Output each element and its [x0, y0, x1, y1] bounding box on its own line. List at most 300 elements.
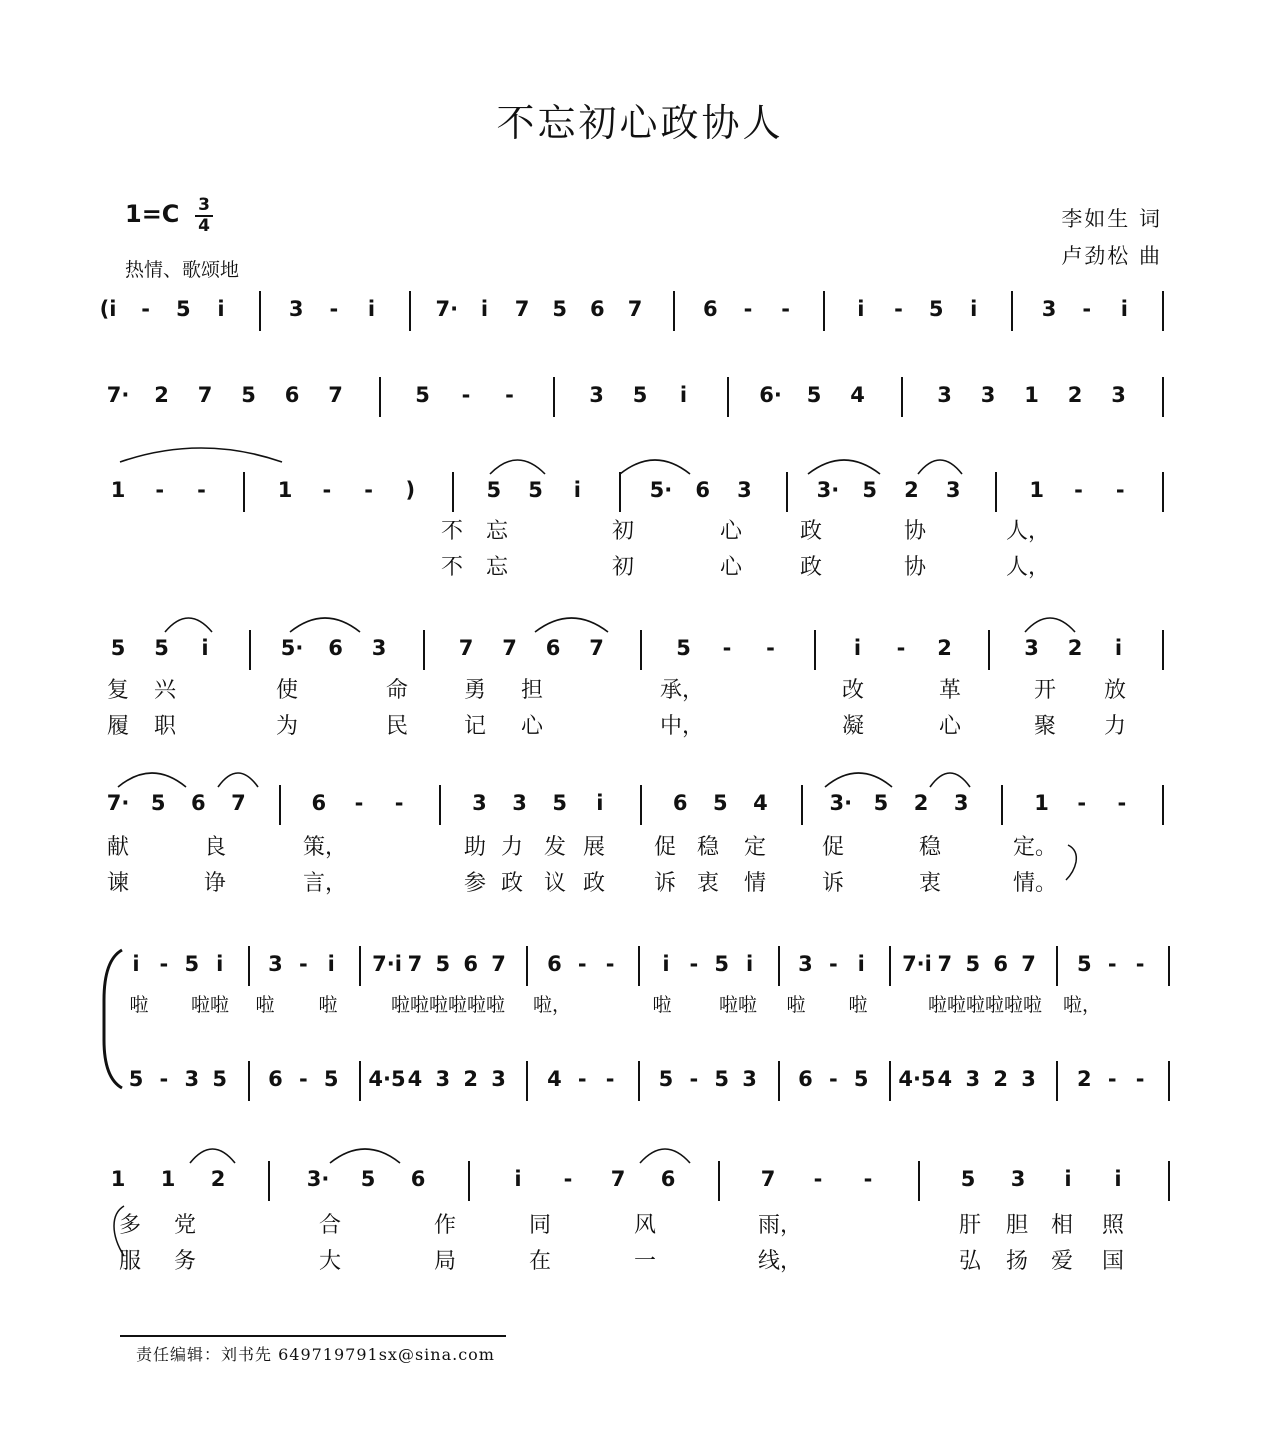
chorus-upper-note: - [605, 952, 615, 976]
melody-line-7-note: 3· [306, 1167, 330, 1191]
chorus-lower-note: 3 [1021, 1067, 1036, 1091]
melody-line-7-note: 7 [760, 1167, 776, 1191]
chorus-upper-note: i [857, 952, 865, 976]
intro-line-2-note: - [461, 383, 471, 407]
melody-line-3-note: 3· [816, 478, 840, 502]
lyric-l5-v1: 稳 [918, 835, 942, 860]
lyric-l3-v2: 不 [440, 555, 464, 580]
intro-line-2-note: 5 [806, 383, 822, 407]
intro-line-1-note: 7· [435, 297, 459, 321]
melody-line-3-note: ) [405, 478, 416, 502]
tie-slur [918, 460, 962, 474]
intro-line-2-note: 3 [980, 383, 996, 407]
lyric-l4-v1: 复 [106, 678, 130, 703]
melody-line-3-note: 2 [904, 478, 919, 502]
barline [1162, 472, 1164, 512]
intro-line-1-note: i [480, 297, 489, 321]
chorus-lower-note: 6 [268, 1067, 283, 1091]
lyric-l7-v2: 扬 [1005, 1249, 1029, 1274]
lyric-l4-v1: 放 [1103, 678, 1127, 703]
chorus-lower-note: - [577, 1067, 587, 1091]
lyricist-credit: 李如生 词 [1061, 207, 1162, 231]
lyric-l7-v2: 爱 [1050, 1249, 1074, 1274]
lyric-l5-v2: 情。 [1012, 871, 1058, 896]
intro-line-2-note: 6 [284, 383, 300, 407]
tempo-marking: 热情、歌颂地 [125, 259, 240, 281]
chorus-lower-note: 6 [798, 1067, 813, 1091]
barline [1168, 1061, 1170, 1101]
intro-line-1-note: 5 [552, 297, 568, 321]
lyric-l4-v1: 革 [938, 678, 962, 703]
melody-line-7-note: 5 [360, 1167, 376, 1191]
lyric-l5-v1: 促 [821, 835, 845, 860]
melody-line-4-note: - [722, 636, 732, 660]
melody-line-5-note: - [394, 791, 404, 815]
chorus-lower-note: 4 [937, 1067, 953, 1091]
lyric-l5-v2: 衷 [918, 871, 942, 896]
lyric-l4-v2: 为 [275, 714, 299, 739]
intro-line-1-note: - [781, 297, 790, 321]
melody-line-5-note: 6 [190, 791, 206, 815]
barline [1162, 630, 1164, 670]
lyric-l7-v2: 服 [118, 1249, 142, 1274]
melody-line-3-note: - [1115, 478, 1125, 502]
barline [1162, 377, 1164, 417]
tie-slur [825, 773, 892, 787]
tie-slur [218, 773, 258, 787]
intro-line-2-note: 7 [197, 383, 213, 407]
chorus-lower-note: - [828, 1067, 838, 1091]
chorus-upper-note: 6 [993, 952, 1008, 976]
tie-slur [930, 773, 970, 787]
lyric-l3-v1: 协 [903, 519, 927, 544]
tie-slur [535, 618, 608, 632]
melody-line-7-note: i [1064, 1167, 1072, 1191]
barline [823, 291, 825, 331]
barline [248, 1061, 250, 1101]
barline [279, 785, 281, 825]
barline [786, 472, 788, 512]
barline [638, 1061, 640, 1101]
lyric-l3-v2: 初 [611, 555, 635, 580]
lyric-chorus: 啦 [652, 994, 672, 1016]
barline [1162, 291, 1164, 331]
barline [673, 291, 675, 331]
intro-line-1-note: - [329, 297, 339, 321]
melody-line-7-note: - [863, 1167, 873, 1191]
intro-line-2-note: 7· [106, 383, 130, 407]
intro-line-2-note: 3 [1111, 383, 1126, 407]
tie-slur [120, 448, 282, 462]
chorus-lower-note: 5 [853, 1067, 869, 1091]
tie-slur [808, 460, 880, 474]
chorus-upper-note: - [1107, 952, 1117, 976]
barline [889, 946, 891, 986]
melody-line-3-note: 1 [110, 478, 126, 502]
lyric-l5-v2: 言， [302, 871, 348, 896]
melody-line-7-note: 1 [110, 1167, 126, 1191]
chorus-upper-note: i [327, 952, 335, 976]
chorus-upper-note: - [298, 952, 308, 976]
melody-line-5-note: 5 [873, 791, 889, 815]
melody-line-3-note: 5 [862, 478, 877, 502]
chorus-upper-note: 7 [1021, 952, 1036, 976]
lyric-l7-v1: 合 [318, 1213, 342, 1238]
chorus-upper-note: 5 [965, 952, 981, 976]
lyric-l3-v2: 忘 [485, 555, 509, 580]
lyric-l5-v1: 展 [582, 835, 606, 860]
chorus-lower-note: 5 [128, 1067, 144, 1091]
barline [526, 946, 528, 986]
tie-slur [1025, 618, 1075, 632]
melody-line-4-note: - [896, 636, 906, 660]
lyric-l4-v2: 聚 [1033, 714, 1057, 739]
chorus-lower-note: 3 [184, 1067, 200, 1091]
lyric-chorus: 啦 [848, 994, 868, 1016]
chorus-upper-note: i [746, 952, 754, 976]
melody-line-7-note: i [1114, 1167, 1122, 1191]
barline [553, 377, 555, 417]
barline [359, 946, 361, 986]
chorus-lower-note: - [605, 1067, 615, 1091]
intro-line-1-note: 3 [288, 297, 304, 321]
barline [640, 630, 642, 670]
intro-line-1-note: - [1082, 297, 1092, 321]
song-title: 不忘初心政协人 [496, 101, 784, 145]
lyric-l7-v1: 相 [1050, 1213, 1074, 1238]
melody-line-4-note: 7 [458, 636, 474, 660]
barline [814, 630, 816, 670]
chorus-upper-note: 6 [463, 952, 478, 976]
lyric-chorus: 啦啦 [718, 994, 758, 1016]
chorus-upper-note: 3 [798, 952, 813, 976]
lyric-l4-v1: 开 [1033, 678, 1057, 703]
intro-line-2-note: 6· [759, 383, 782, 407]
lyric-l7-v2: 在 [528, 1249, 552, 1274]
barline [1056, 1061, 1058, 1101]
melody-line-4-note: 5 [676, 636, 691, 660]
lyric-l4-v2: 职 [153, 714, 177, 739]
intro-line-1-note: 6 [702, 297, 718, 321]
lyric-l4-v2: 凝 [841, 714, 865, 739]
lyric-l4-v1: 承， [659, 678, 705, 703]
lyric-l5-v2: 诤 [203, 871, 227, 896]
lyric-l7-v2: 一 [633, 1249, 657, 1274]
lyric-l4-v2: 记 [463, 714, 487, 739]
lyric-l3-v1: 忘 [485, 519, 509, 544]
chorus-upper-note: 6 [547, 952, 562, 976]
melody-line-5-note: 2 [913, 791, 929, 815]
barline [248, 946, 250, 986]
melody-line-4-note: 7 [502, 636, 517, 660]
lyric-l7-v1: 照 [1101, 1213, 1125, 1238]
melody-line-5-note: 5 [552, 791, 567, 815]
melody-line-5-note: 1 [1034, 791, 1049, 815]
melody-line-3-note: 5 [528, 478, 543, 502]
lyric-l4-v1: 命 [385, 678, 409, 703]
melody-line-5-note: - [354, 791, 364, 815]
intro-line-2-note: - [505, 383, 514, 407]
chorus-upper-note: 7 [937, 952, 953, 976]
tie-slur [290, 618, 360, 632]
melody-line-3-note: 1 [277, 478, 293, 502]
melody-line-3-note: - [155, 478, 165, 502]
lyric-l3-v2: 政 [799, 555, 823, 580]
melody-line-5-note: 3· [829, 791, 853, 815]
lyric-l5-v2: 政 [582, 871, 606, 896]
barline [243, 472, 245, 512]
barline [1056, 946, 1058, 986]
intro-line-1-note: - [894, 297, 903, 321]
melody-line-7-note: i [514, 1167, 522, 1191]
melody-line-3-note: 5· [649, 478, 673, 502]
lyric-l5-v1: 促 [653, 835, 677, 860]
melody-line-4-note: 6 [545, 636, 561, 660]
composer-credit: 卢劲松 曲 [1061, 244, 1162, 268]
barline [901, 377, 903, 417]
melody-line-5-note: 4 [753, 791, 768, 815]
tie-slur [190, 1149, 235, 1163]
lyric-l5-v2: 议 [543, 871, 567, 896]
editor-credit: 责任编辑：刘书先 649719791sx@sina.com [136, 1345, 495, 1364]
melody-line-5-note: 6 [672, 791, 688, 815]
barline [778, 1061, 780, 1101]
lyric-l7-v2: 线， [757, 1249, 803, 1274]
lyric-chorus: 啦 [318, 994, 338, 1016]
intro-line-1-note: 5 [175, 297, 191, 321]
intro-line-1-note: i [970, 297, 978, 321]
lyric-l4-v1: 兴 [153, 678, 177, 703]
chorus-upper-note: i [216, 952, 224, 976]
melody-line-5-note: 5 [150, 791, 166, 815]
melody-line-7-note: 3 [1010, 1167, 1026, 1191]
chorus-lower-note: 4 [407, 1067, 423, 1091]
melody-line-3-note: 3 [945, 478, 961, 502]
intro-line-1-note: i [857, 297, 865, 321]
melody-line-5-note: - [1117, 791, 1127, 815]
melody-line-5-note: 3 [512, 791, 527, 815]
melody-line-5-note: 3 [953, 791, 969, 815]
lyric-l3-v1: 不 [440, 519, 464, 544]
chorus-upper-note: - [1135, 952, 1145, 976]
lyric-l3-v2: 协 [903, 555, 927, 580]
lyric-l5-v1: 献 [106, 835, 130, 860]
melody-line-4-note: 5 [110, 636, 126, 660]
intro-line-2-note: 7 [328, 383, 343, 407]
lyric-l5-v2: 谏 [106, 871, 130, 896]
barline [1011, 291, 1013, 331]
lyric-l7-v1: 雨， [757, 1213, 803, 1238]
barline [409, 291, 411, 331]
chorus-lower-note: 3 [965, 1067, 981, 1091]
intro-line-1-note: i [217, 297, 225, 321]
barline [727, 377, 729, 417]
barline [640, 785, 642, 825]
melody-line-4-note: 7 [589, 636, 604, 660]
chorus-lower-note: 5 [658, 1067, 674, 1091]
lyric-chorus: 啦 [129, 994, 149, 1016]
chorus-upper-note: - [159, 952, 169, 976]
melody-line-5-note: 7 [231, 791, 246, 815]
lyric-chorus: 啦啦啦啦啦啦 [390, 994, 506, 1016]
melody-line-7-note: - [563, 1167, 573, 1191]
chorus-lower-note: 3 [742, 1067, 757, 1091]
chorus-upper-note: 5 [714, 952, 730, 976]
barline [439, 785, 441, 825]
lyric-l3-v2: 人， [1005, 555, 1051, 580]
chorus-lower-note: 4·5 [368, 1067, 406, 1091]
chorus-upper-note: 7 [407, 952, 423, 976]
lyric-l4-v1: 勇 [463, 678, 487, 703]
melody-line-4-note: - [766, 636, 775, 660]
chorus-lower-note: - [159, 1067, 169, 1091]
barline [995, 472, 997, 512]
intro-line-1-note: i [367, 297, 376, 321]
melody-line-3-note: - [322, 478, 332, 502]
barline [423, 630, 425, 670]
barline [801, 785, 803, 825]
lyric-l5-v1: 定。 [1012, 835, 1058, 860]
lyric-l5-v2: 诉 [821, 871, 845, 896]
lyric-l7-v1: 同 [528, 1213, 552, 1238]
barline [379, 377, 381, 417]
tie-slur [118, 773, 186, 787]
intro-line-2-note: i [679, 383, 688, 407]
barline [1001, 785, 1003, 825]
lyric-l4-v2: 心 [520, 714, 544, 739]
lyric-l5-v2: 衷 [696, 871, 720, 896]
time-sig-bottom: 4 [198, 216, 210, 236]
lyric-l7-v2: 务 [173, 1249, 197, 1274]
barline [259, 291, 261, 331]
lyric-l5-v2: 政 [500, 871, 524, 896]
chorus-lower-note: 5 [212, 1067, 227, 1091]
melody-line-7-note: - [813, 1167, 823, 1191]
melody-line-3-note: 1 [1029, 478, 1045, 502]
melody-line-4-note: 5· [280, 636, 304, 660]
chorus-upper-note: 7·i [902, 952, 932, 976]
barline [468, 1161, 470, 1201]
chorus-lower-note: 4 [547, 1067, 562, 1091]
chorus-upper-note: - [828, 952, 838, 976]
lyric-chorus: 啦 [786, 994, 806, 1016]
intro-line-1-note: - [743, 297, 753, 321]
lyric-l5-v2: 参 [463, 871, 487, 896]
melody-line-3-note: - [1074, 478, 1083, 502]
lyric-l4-v2: 民 [385, 714, 409, 739]
barline [718, 1161, 720, 1201]
chorus-lower-note: 5 [714, 1067, 730, 1091]
intro-line-2-note: 2 [1067, 383, 1083, 407]
melody-line-4-note: i [201, 636, 209, 660]
melody-line-3-note: - [197, 478, 206, 502]
intro-line-1-note: 5 [928, 297, 944, 321]
barline [268, 1161, 270, 1201]
lyric-l7-v1: 胆 [1005, 1213, 1029, 1238]
barline [526, 1061, 528, 1101]
lyric-l5-v1: 策， [302, 835, 348, 860]
chorus-upper-note: 5 [435, 952, 451, 976]
lyric-l5-v1: 发 [543, 835, 567, 860]
barline [249, 630, 251, 670]
lyric-chorus: 啦 [255, 994, 275, 1016]
melody-line-7-note: 1 [160, 1167, 176, 1191]
melody-line-7-note: 6 [410, 1167, 426, 1191]
chorus-lower-note: 3 [435, 1067, 451, 1091]
intro-line-2-note: 5 [241, 383, 256, 407]
chorus-upper-note: - [577, 952, 587, 976]
lyric-l4-v1: 改 [841, 678, 865, 703]
melody-line-7-note: 7 [610, 1167, 626, 1191]
intro-line-1-note: 7 [627, 297, 643, 321]
lyric-l3-v1: 政 [799, 519, 823, 544]
chorus-upper-note: 5 [1077, 952, 1092, 976]
lyric-l4-v2: 中， [659, 714, 705, 739]
melody-line-3-note: 6 [695, 478, 710, 502]
melody-line-3-note: - [364, 478, 373, 502]
intro-line-1-note: 7 [514, 297, 530, 321]
intro-line-1-note: (i [99, 297, 117, 321]
lyric-l3-v1: 初 [611, 519, 635, 544]
tie-slur [490, 460, 545, 474]
lyric-l4-v1: 使 [275, 678, 299, 703]
barline [918, 1161, 920, 1201]
intro-line-2-note: 3 [589, 383, 604, 407]
chorus-upper-note: 7 [491, 952, 506, 976]
chorus-upper-note: 5 [184, 952, 200, 976]
lyric-l7-v1: 多 [118, 1213, 142, 1238]
melody-line-3-note: i [573, 478, 581, 502]
melody-line-3-note: 5 [486, 478, 502, 502]
chorus-lower-note: - [298, 1067, 308, 1091]
barline [1162, 785, 1164, 825]
lyric-l7-v2: 弘 [958, 1249, 982, 1274]
barline [1168, 946, 1170, 986]
lyric-l7-v1: 党 [173, 1213, 197, 1238]
melody-line-4-note: 3 [1024, 636, 1039, 660]
lyric-l3-v1: 心 [719, 519, 743, 544]
intro-line-1-note: i [1120, 297, 1128, 321]
melody-line-4-note: i [1114, 636, 1123, 660]
melody-line-4-note: 2 [937, 636, 952, 660]
melody-line-4-note: 2 [1067, 636, 1083, 660]
chorus-lower-note: 3 [491, 1067, 506, 1091]
melody-line-4-note: 5 [154, 636, 169, 660]
lyric-chorus: 啦啦 [190, 994, 230, 1016]
intro-line-2-note: 2 [154, 383, 169, 407]
barline [889, 1061, 891, 1101]
lyric-l3-v1: 人， [1005, 519, 1051, 544]
chorus-lower-note: 4·5 [898, 1067, 936, 1091]
melody-line-5-note: 3 [472, 791, 487, 815]
lyric-l3-v2: 心 [719, 555, 743, 580]
tie-slur [640, 1149, 690, 1163]
lyric-l7-v1: 作 [433, 1213, 457, 1238]
key-signature: 1=C [125, 200, 180, 228]
melody-line-5-note: 6 [311, 791, 327, 815]
melody-line-7-note: 5 [960, 1167, 976, 1191]
chorus-lower-note: - [1135, 1067, 1145, 1091]
melody-line-4-note: i [853, 636, 862, 660]
barline [778, 946, 780, 986]
chorus-lower-note: - [1107, 1067, 1117, 1091]
chorus-upper-note: 3 [268, 952, 283, 976]
chorus-lower-note: 2 [463, 1067, 478, 1091]
lyric-l5-v2: 情 [743, 871, 767, 896]
chorus-upper-note: i [662, 952, 670, 976]
barline [638, 946, 640, 986]
chorus-lower-note: - [689, 1067, 699, 1091]
